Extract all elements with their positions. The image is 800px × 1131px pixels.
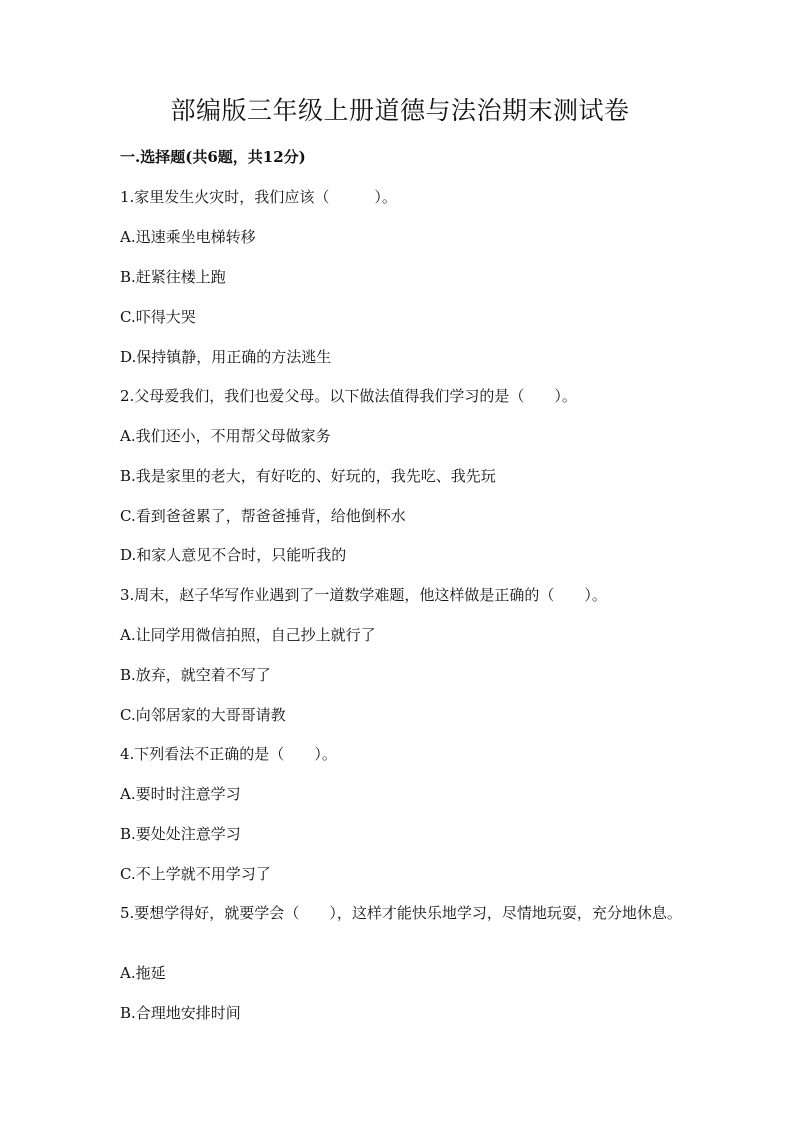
question-1-stem: 1.家里发生火灾时，我们应该（ ）。 xyxy=(120,188,397,206)
question-5-option-b: B.合理地安排时间 xyxy=(120,1004,241,1022)
question-1-option-c: C.吓得大哭 xyxy=(120,308,196,326)
question-3-option-c: C.向邻居家的大哥哥请教 xyxy=(120,706,286,724)
question-5-stem: 5.要想学得好，就要学会（ ），这样才能快乐地学习，尽情地玩耍，充分地休息。 xyxy=(120,904,682,922)
question-4-option-a: A.要时时注意学习 xyxy=(120,785,241,803)
question-2-option-d: D.和家人意见不合时，只能听我的 xyxy=(120,546,347,564)
exam-title: 部编版三年级上册道德与法治期末测试卷 xyxy=(170,96,630,125)
question-4-option-b: B.要处处注意学习 xyxy=(120,825,241,843)
section-heading: 一.选择题(共6题，共12分) xyxy=(120,148,306,166)
question-4-stem: 4.下列看法不正确的是（ ）。 xyxy=(120,745,337,763)
question-3-stem: 3.周末，赵子华写作业遇到了一道数学难题，他这样做是正确的（ ）。 xyxy=(120,586,607,604)
question-1-option-a: A.迅速乘坐电梯转移 xyxy=(120,228,256,246)
question-2-option-c: C.看到爸爸累了，帮爸爸捶背，给他倒杯水 xyxy=(120,507,406,525)
question-3-option-b: B.放弃，就空着不写了 xyxy=(120,666,271,684)
question-1-option-b: B.赶紧往楼上跑 xyxy=(120,268,226,286)
question-4-option-c: C.不上学就不用学习了 xyxy=(120,865,271,883)
question-3-option-a: A.让同学用微信拍照，自己抄上就行了 xyxy=(120,626,376,644)
question-5-option-a: A.拖延 xyxy=(120,964,166,982)
question-2-option-a: A.我们还小，不用帮父母做家务 xyxy=(120,427,331,445)
question-1-option-d: D.保持镇静，用正确的方法逃生 xyxy=(120,348,332,366)
question-2-option-b: B.我是家里的老大，有好吃的、好玩的，我先吃、我先玩 xyxy=(120,467,496,485)
question-2-stem: 2.父母爱我们，我们也爱父母。以下做法值得我们学习的是（ ）。 xyxy=(120,387,577,405)
